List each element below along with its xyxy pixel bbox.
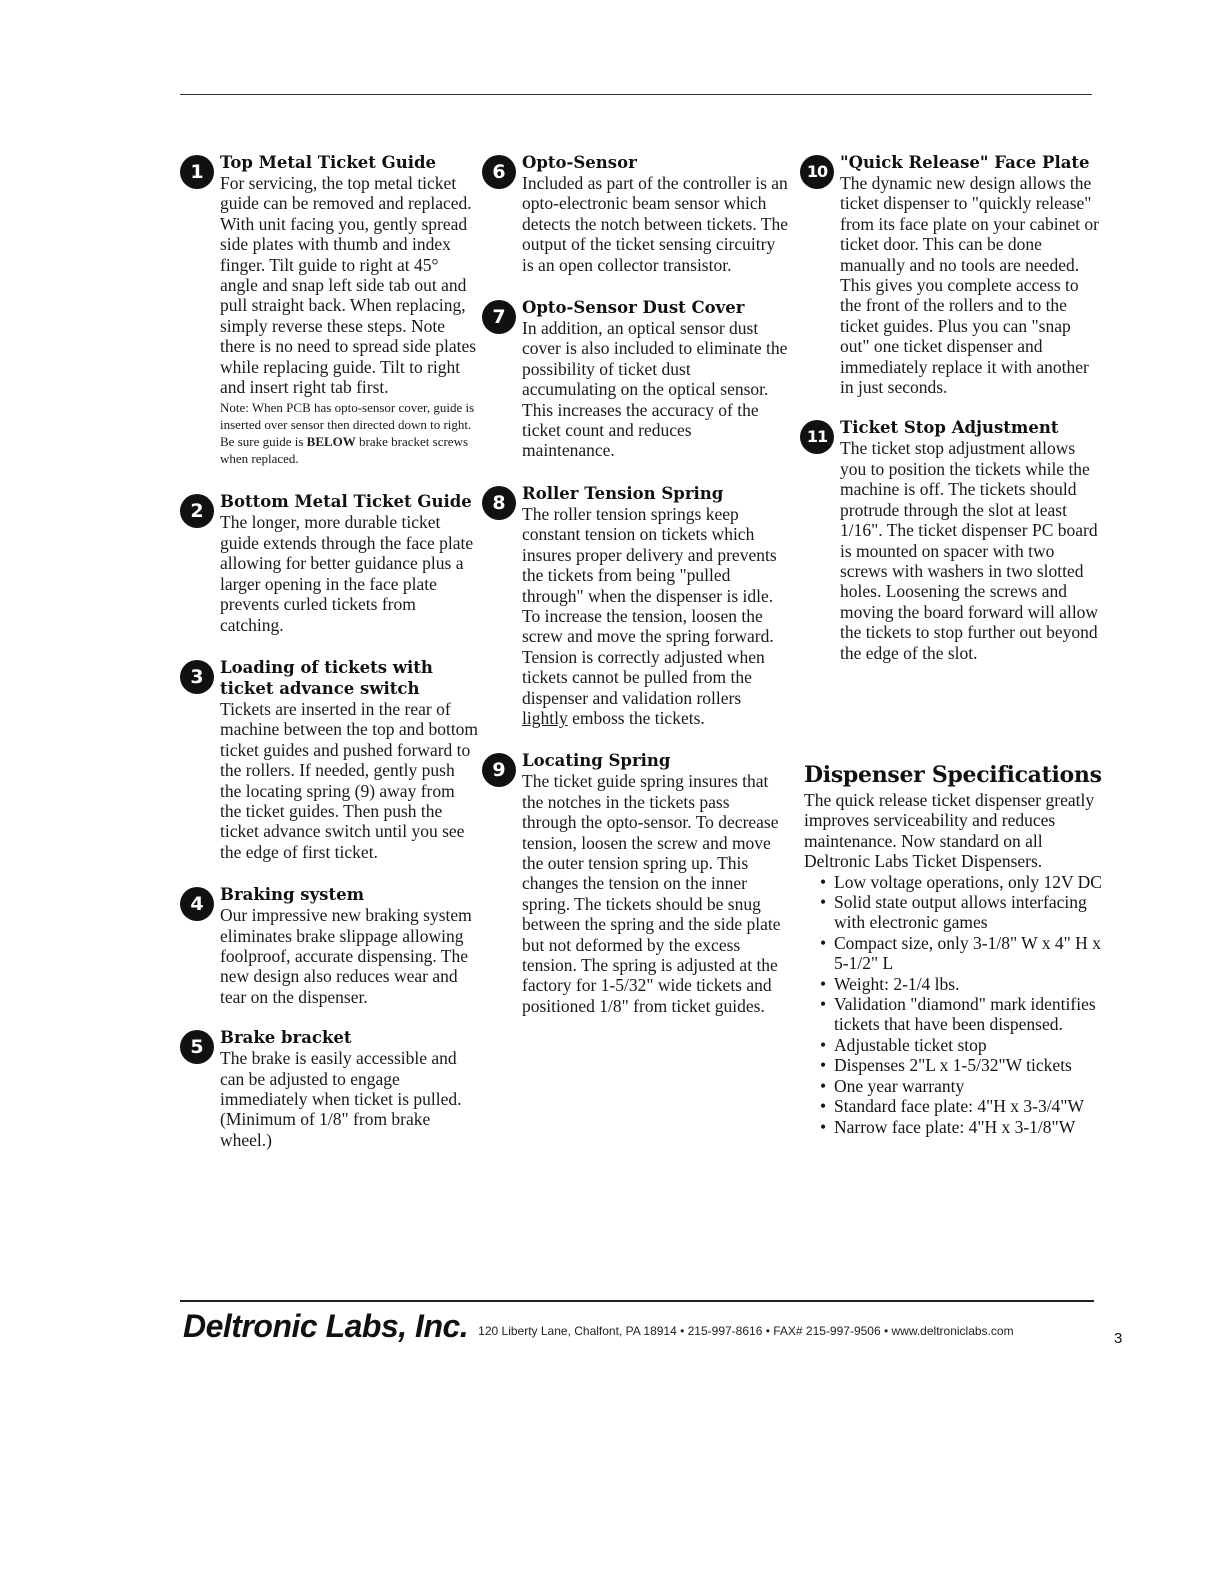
number-badge-11: 11 (800, 420, 834, 454)
body-text: emboss the tickets. (567, 707, 705, 728)
company-address: 120 Liberty Lane, Chalfont, PA 18914 • 215-997-8616 • FAX# 215-997-9506 • www.deltroniclabs.com (478, 1324, 1014, 1338)
number-badge-10: 10 (800, 155, 834, 189)
specs-item: • Dispenses 2"L x 1-5/32"W tickets (820, 1055, 1104, 1075)
section-title: Locating Spring (522, 751, 671, 771)
section-braking-system (180, 884, 480, 1007)
section-title: Roller Tension Spring (522, 483, 724, 503)
section-title: Braking system (220, 885, 365, 905)
specs-item: • Compact size, only 3-1/8" W x 4" H x 5-1/2" L (820, 933, 1104, 974)
section-brake-bracket (180, 1027, 480, 1150)
column-1 (180, 148, 480, 1150)
section-title: Ticket Stop Adjustment (840, 418, 1059, 438)
section-body: The dynamic new design allows the ticket dispenser to "quickly release" from its face plate on your cabinet or ticket door. This can be done manually and no tools are needed. This gives you complete access to the front of the rollers and to the ticket guides. Plus you can "snap out" one ticket dispenser and immediately replace it with another in just seconds. (840, 173, 1099, 398)
section-body (522, 504, 788, 728)
note-text: Note: When PCB has opto-sensor cover, guide is inserted over sensor then directed down to right. Be sure guide is (220, 400, 475, 450)
section-opto-sensor-dust-cover (482, 297, 788, 461)
section-title: Bottom Metal Ticket Guide (220, 492, 472, 512)
section-body: The ticket guide spring insures that the notches in the tickets pass through the opto-sensor. To decrease tension, loosen the screw and move the outer tension spring up. This changes the tension on the inner spring. The tickets should be snug between the spring and the side plate but not deformed by the excess tension. The spring is adjusted at the factory for 1-5/32" wide tickets and positioned 1/8" from ticket guides. (522, 771, 781, 1016)
section-title: Opto-Sensor Dust Cover (522, 298, 745, 318)
section-quick-release-face-plate (800, 152, 1100, 397)
body-emphasis: lightly (522, 707, 568, 728)
section-title: "Quick Release" Face Plate (840, 153, 1090, 172)
specs-item: • Adjustable ticket stop (820, 1035, 1104, 1055)
number-badge-8: 8 (482, 486, 516, 520)
column-2 (482, 148, 788, 1016)
specs-title: Dispenser Specifications (804, 762, 1102, 788)
section-title: Loading of tickets with ticket advance switch (220, 657, 433, 698)
specs-intro: The quick release ticket dispenser greatly improves serviceability and reduces maintenance. Now standard on all Deltronic Labs Ticket Dispensers. (804, 790, 1095, 872)
section-body: The longer, more durable ticket guide extends through the face plate allowing for better guidance plus a larger opening in the face plate prevents curled tickets from catching. (220, 512, 474, 635)
section-bottom-metal-ticket-guide (180, 491, 480, 634)
number-badge-9: 9 (482, 753, 516, 787)
body-text: The roller tension springs keep constant tension on tickets which insures proper delivery and prevents the tickets from being "pulled through" when the dispenser is idle. To increase the tension, loosen the screw and move the spring forward. Tension is correctly adjusted when tickets cannot be pulled from the dispenser and validation rollers (522, 503, 777, 708)
number-badge-4: 4 (180, 887, 214, 921)
section-opto-sensor (482, 152, 788, 275)
specs-item: • Low voltage operations, only 12V DC (820, 872, 1104, 892)
section-title: Brake bracket (220, 1028, 352, 1048)
top-divider (180, 94, 1092, 95)
section-body: Our impressive new braking system eliminates brake slippage allowing foolproof, accurate dispensing. The new design also reduces wear and tear on the dispenser. (220, 905, 472, 1007)
section-locating-spring (482, 750, 788, 1016)
section-body: For servicing, the top metal ticket guide can be removed and replaced. With unit facing you, gently spread side plates with thumb and index finger. Tilt guide to right at 45° angle and snap left side tab out and pull straight back. When replacing, simply reverse these steps. Note there is no need to spread side plates while replacing guide. Tilt to right and insert right tab first. (220, 173, 477, 398)
specs-item: • Solid state output allows interfacing with electronic games (820, 892, 1104, 933)
section-loading-tickets (180, 657, 480, 862)
company-name: Deltronic Labs, Inc. (183, 1308, 469, 1344)
footer (183, 1302, 1103, 1350)
note-text: brake bracket screws when replaced. (220, 434, 469, 467)
number-badge-2: 2 (180, 494, 214, 528)
section-roller-tension-spring (482, 483, 788, 728)
specs-item: • Narrow face plate: 4"H x 3-1/8"W (820, 1117, 1104, 1137)
section-body: In addition, an optical sensor dust cover is also included to eliminate the possibility of ticket dust accumulating on the optical sensor. This increases the accuracy of the ticket count and reduces maintenance. (522, 318, 788, 461)
section-title: Opto-Sensor (522, 153, 637, 172)
section-ticket-stop-adjustment (800, 417, 1100, 662)
number-badge-1: 1 (180, 155, 214, 189)
number-badge-7: 7 (482, 300, 516, 334)
note-emphasis: BELOW (306, 434, 356, 450)
specs-item: • Weight: 2-1/4 lbs. (820, 974, 1104, 994)
page-number: 3 (1114, 1330, 1123, 1347)
section-body: The brake is easily accessible and can be adjusted to engage immediately when ticket is pulled. (Minimum of 1/8" from brake wheel.) (220, 1048, 462, 1150)
column-3 (800, 148, 1100, 663)
specs-item: • Standard face plate: 4"H x 3-3/4"W (820, 1096, 1104, 1116)
specs-item: • Validation "diamond" mark identifies tickets that have been dispensed. (820, 994, 1104, 1035)
number-badge-3: 3 (180, 660, 214, 694)
section-body: Included as part of the controller is an opto-electronic beam sensor which detects the notch between tickets. The output of the ticket sensing circuitry is an open collector transistor. (522, 173, 788, 275)
section-body: Tickets are inserted in the rear of machine between the top and bottom ticket guides and pushed forward to the rollers. If needed, gently push the locating spring (9) away from the ticket guides. Then push the ticket advance switch until you see the edge of first ticket. (220, 698, 479, 862)
number-badge-5: 5 (180, 1030, 214, 1064)
section-title: Top Metal Ticket Guide (220, 153, 437, 172)
section-body: The ticket stop adjustment allows you to position the tickets while the machine is off. The tickets should protrude through the slot at least 1/16". The ticket dispenser PC board is mounted on spacer with two screws with washers in two slotted holes. Loosening the screws and moving the board forward will allow the tickets to stop further out beyond the edge of the slot. (840, 438, 1099, 663)
number-badge-6: 6 (482, 155, 516, 189)
dispenser-specifications (804, 760, 1104, 1137)
specs-list (804, 872, 1104, 1137)
section-top-metal-ticket-guide (180, 152, 480, 467)
specs-item: • One year warranty (820, 1076, 1104, 1096)
section-note (220, 399, 480, 467)
